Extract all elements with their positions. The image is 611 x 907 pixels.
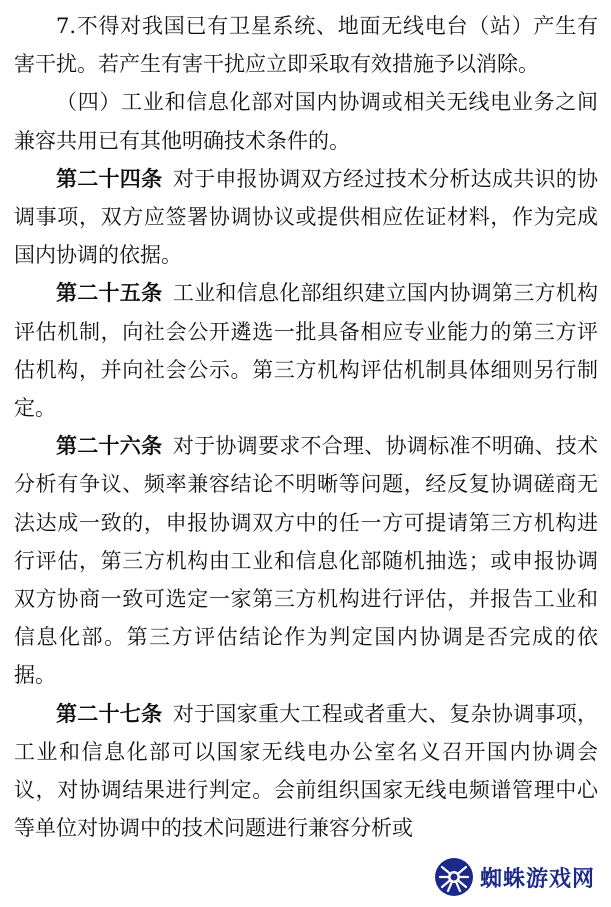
article-heading: 第二十五条: [56, 281, 163, 306]
article-heading: 第二十四条: [56, 166, 163, 191]
article-25: [14, 274, 598, 427]
paragraph-text: 对于国家重大工程或者重大、复杂协调事项，工业和信息化部可以国家无线电办公室名义召开国内协调会议，对协调结果进行判定。会前组织国家无线电频谱管理中心等单位对协调中的技术问题进行兼容分析或: [14, 701, 599, 841]
paragraph-text: 对于协调要求不合理、协调标准不明确、技术分析有争议、频率兼容结论不明晰等问题，经反复协调磋商无法达成一致的，申报协调双方中的任一方可提请第三方机构进行评估，第三方机构由工业和信息化部随机抽选；或申报协调双方协商一致可选定一家第三方机构进行评估，并报告工业和信息化部。第三方评估结论作为判定国内协调是否完成的依据。: [14, 434, 599, 688]
paragraph-text: 工业和信息化部组织建立国内协调第三方机构评估机制，向社会公开遴选一批具备相应专业能力的第三方评估机构，并向社会公示。第三方机构评估机制具体细则另行制定。: [14, 281, 599, 421]
paragraph-text: （四）工业和信息化部对国内协调或相关无线电业务之间兼容共用已有其他明确技术条件的。: [14, 90, 598, 153]
watermark-text: 蜘蛛游戏网: [479, 866, 595, 892]
article-heading: 第二十六条: [56, 434, 163, 459]
spider-logo-icon: [434, 857, 474, 897]
site-watermark: [432, 855, 601, 899]
paragraph-2: [14, 83, 598, 159]
article-27: [14, 695, 598, 848]
paragraph-1: [14, 7, 598, 83]
article-26: [14, 427, 598, 694]
paragraph-text: 7.不得对我国已有卫星系统、地面无线电台（站）产生有害干扰。若产生有害干扰应立即采取有效措施予以消除。: [14, 14, 598, 77]
article-24: [14, 160, 598, 275]
article-heading: 第二十七条: [56, 701, 163, 726]
paragraph-text: 对于申报协调双方经过技术分析达成共识的协调事项，双方应签署协调协议或提供相应佐证材料，作为完成国内协调的依据。: [14, 166, 599, 268]
